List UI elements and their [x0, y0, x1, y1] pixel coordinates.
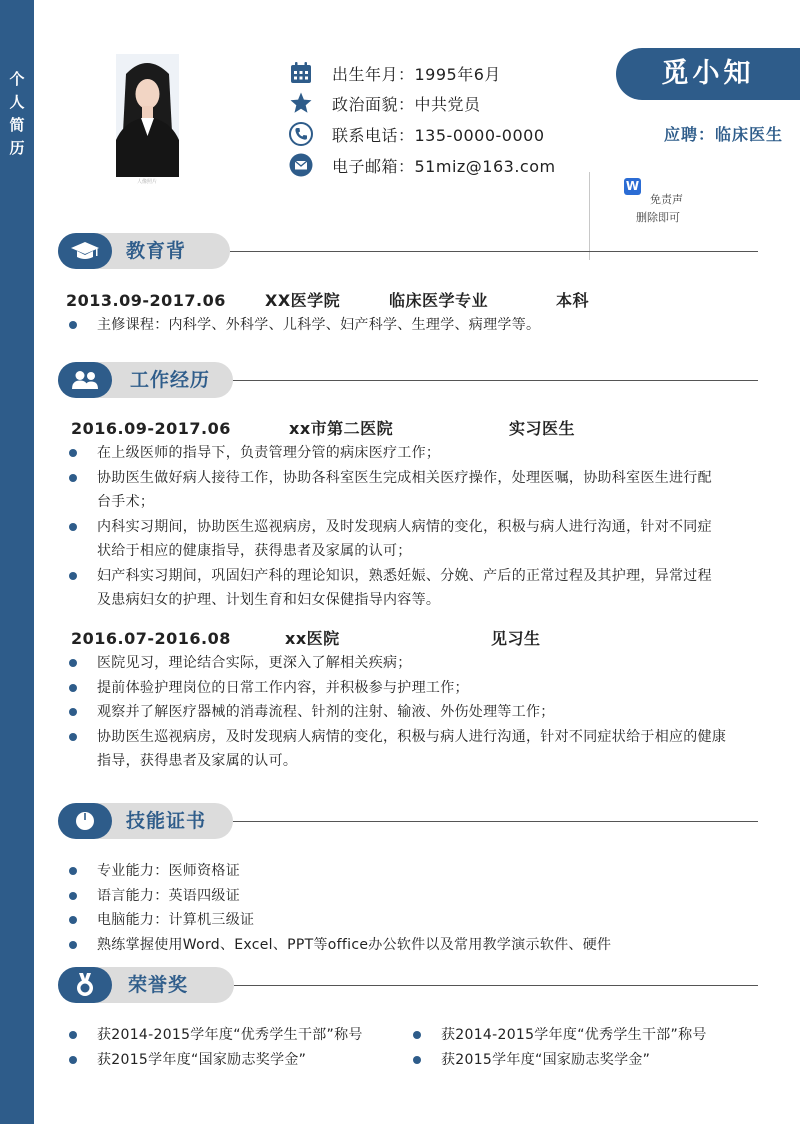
left-sidebar	[0, 0, 34, 1124]
list-item: 电脑能力：计算机三级证	[66, 908, 746, 933]
email-icon	[289, 153, 313, 177]
work-entry-header	[71, 627, 691, 651]
education-date: 2013.09-2017.06	[66, 291, 226, 310]
list-item: 获2015学年度“国家励志奖学金”	[410, 1048, 780, 1073]
section-rule	[233, 821, 758, 822]
section-title: 工作经历	[130, 369, 211, 391]
list-item: 获2015学年度“国家励志奖学金”	[66, 1048, 406, 1073]
list-item: 提前体验护理岗位的日常工作内容，并积极参与护理工作；	[66, 676, 730, 701]
work-bullet-list	[66, 441, 726, 613]
work-role: 实习医生	[509, 419, 576, 438]
section-title: 教育背	[126, 240, 187, 262]
honors-left-list	[66, 1023, 406, 1072]
list-item: 医院见习，理论结合实际，更深入了解相关疾病；	[66, 651, 730, 676]
candidate-name: 觅小知	[661, 58, 755, 89]
list-item: 专业能力：医师资格证	[66, 859, 746, 884]
people-icon	[58, 362, 112, 398]
word-document-icon: W	[625, 179, 640, 193]
disclaimer-line: 删除即可	[636, 211, 680, 224]
section-title: 技能证书	[126, 810, 207, 832]
list-item: 协助医生巡视病房，及时发现病人病情的变化，积极与病人进行沟通，针对不同症状给于相应的健康指导，获得患者及家属的认可。	[66, 725, 730, 774]
political-text: 政治面貌：中共党员	[332, 94, 481, 114]
list-item: 获2014-2015学年度“优秀学生干部”称号	[410, 1023, 780, 1048]
email-info-row	[289, 152, 556, 178]
list-item: 观察并了解医疗器械的消毒流程、针剂的注射、输液、外伤处理等工作；	[66, 700, 730, 725]
education-entry-header	[66, 289, 686, 313]
education-school: XX医学院	[265, 291, 341, 310]
list-item: 主修课程：内科学、外科学、儿科学、妇产科学、生理学、病理学等。	[66, 313, 726, 338]
list-item: 语言能力：英语四级证	[66, 884, 746, 909]
calendar-icon	[289, 61, 313, 85]
sidebar-char: 简	[9, 116, 25, 134]
section-rule	[230, 251, 758, 252]
profile-photo	[116, 54, 179, 177]
sidebar-vertical-title	[0, 68, 34, 160]
work-date: 2016.07-2016.08	[71, 629, 231, 648]
graduation-cap-icon	[58, 233, 112, 269]
work-date: 2016.09-2017.06	[71, 419, 231, 438]
mouse-icon	[58, 803, 112, 839]
work-org: xx医院	[285, 629, 340, 648]
phone-icon	[289, 122, 313, 146]
list-item: 获2014-2015学年度“优秀学生干部”称号	[66, 1023, 406, 1048]
list-item: 妇产科实习期间，巩固妇产科的理论知识，熟悉妊娠、分娩、产后的正常过程及其护理，异常过程及患病妇女的护理、计划生育和妇女保健指导内容等。	[66, 564, 726, 613]
disclaimer-note	[633, 191, 683, 227]
section-rule	[233, 380, 758, 381]
section-rule	[234, 985, 758, 986]
birth-text: 出生年月：1995年6月	[332, 64, 501, 84]
work-org: xx市第二医院	[289, 419, 394, 438]
political-info-row	[289, 90, 481, 116]
work-entry-header	[71, 417, 691, 441]
honors-right-list	[410, 1023, 780, 1072]
list-item: 协助医生做好病人接待工作，协助各科室医生完成相关医疗操作，处理医嘱，协助科室医生进行配台手术；	[66, 466, 726, 515]
skills-bullet-list	[66, 859, 746, 957]
work-role: 见习生	[491, 629, 541, 648]
photo-caption: 人像照片	[136, 179, 157, 185]
work-bullet-list	[66, 651, 730, 774]
medal-icon	[58, 967, 112, 1003]
section-title: 荣誉奖	[128, 974, 189, 996]
divider-line	[589, 172, 590, 260]
education-bullet-list	[66, 313, 726, 338]
sidebar-char: 历	[9, 139, 25, 157]
phone-text: 联系电话：135-0000-0000	[332, 125, 545, 145]
star-icon	[289, 91, 313, 115]
education-degree: 本科	[556, 291, 590, 310]
list-item: 熟练掌握使用Word、Excel、PPT等office办公软件以及常用教学演示软件、硬件	[66, 933, 746, 958]
phone-info-row	[289, 121, 545, 147]
list-item: 在上级医师的指导下，负责管理分管的病床医疗工作；	[66, 441, 726, 466]
applied-position: 应聘：临床医生	[664, 125, 784, 144]
sidebar-char: 个	[9, 70, 25, 88]
name-banner	[616, 48, 800, 100]
disclaimer-line: 免责声	[650, 193, 683, 206]
education-major: 临床医学专业	[389, 291, 489, 310]
sidebar-char: 人	[9, 93, 25, 111]
birth-info-row	[289, 60, 501, 86]
list-item: 内科实习期间，协助医生巡视病房，及时发现病人病情的变化，积极与病人进行沟通，针对不同症状给于相应的健康指导，获得患者及家属的认可；	[66, 515, 726, 564]
email-text: 电子邮箱：51miz@163.com	[332, 156, 556, 176]
